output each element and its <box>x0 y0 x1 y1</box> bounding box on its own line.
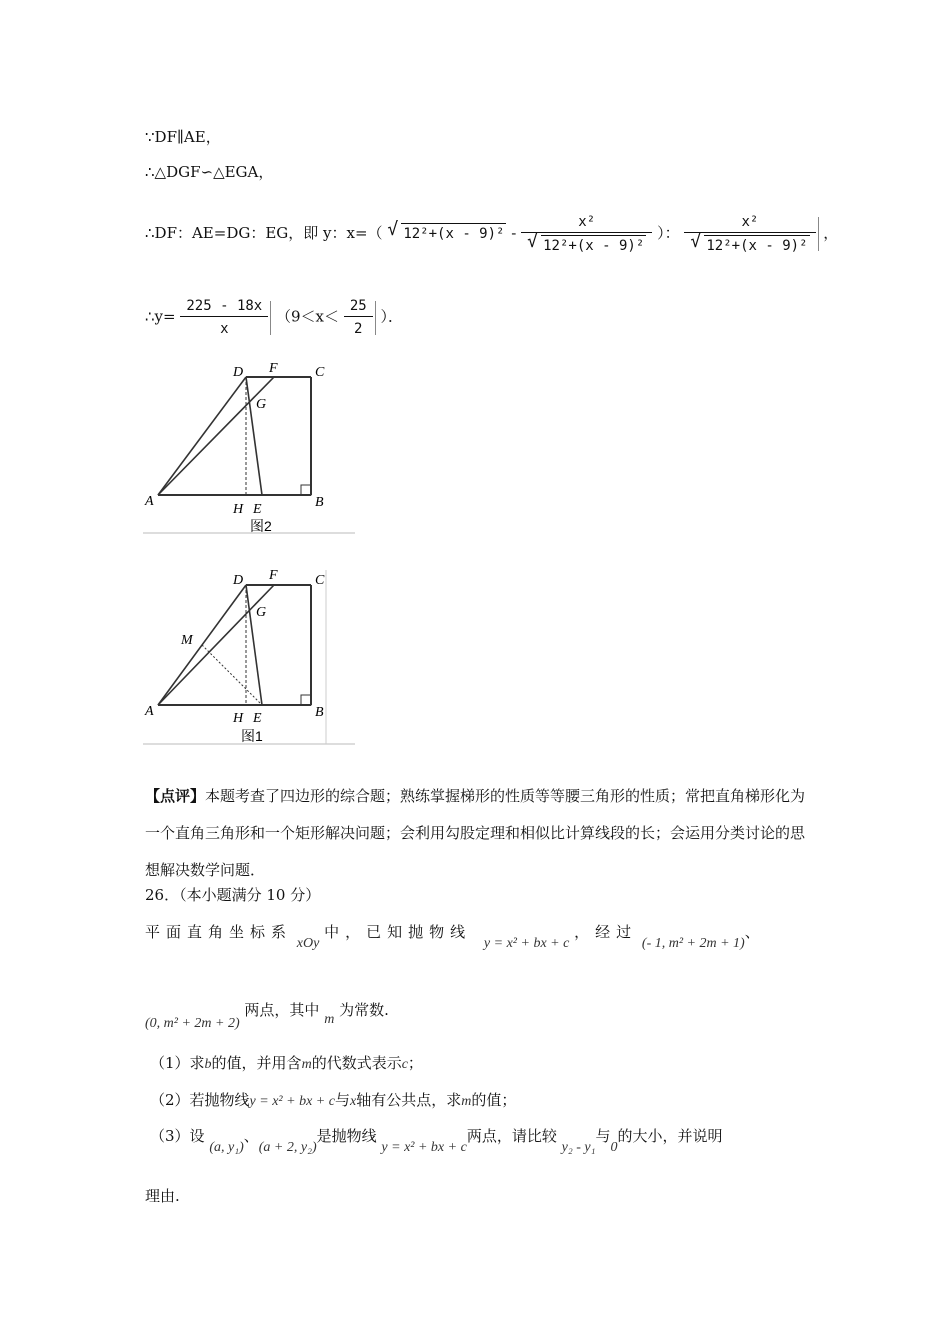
label-G: G <box>256 397 267 412</box>
proof-line-3-prefix: ∴DF：AE=DG：EG，即 y：x=（ <box>145 224 383 242</box>
label-A: A <box>145 704 154 719</box>
comment-tag: 【点评】 <box>145 787 206 805</box>
fraction-1: x² √ 12²+(x - 9)² <box>521 212 652 256</box>
label-C: C <box>315 365 325 380</box>
minus-sign: - <box>511 224 517 242</box>
proof-line-3: ∴DF：AE=DG：EG，即 y：x=（ √ 12²+(x - 9)² - x² √ 12²+(x - 9)² ）： x² √ 12²+(x - 9)² ， <box>145 212 838 256</box>
proof-line-1: ∵DF∥AE， <box>145 128 221 146</box>
label-C: C <box>315 573 325 588</box>
fraction-2: x² √ 12²+(x - 9)² <box>684 212 815 256</box>
figure-1-diagram <box>143 565 358 747</box>
q26-sub-3: （3）设 (a, y₁)、(a + 2, y₂)是抛物线 y = x² + bx + c两点，请比较 y₂ - y₁与0的大小，并说明 <box>150 1127 723 1155</box>
fraction-range: $\frac{25}{2}$ <box>344 296 373 339</box>
proof-line-4: ∴y= $\frac{225 - 18x}{x}$ （9＜x＜ $\frac{25}{2}$ ）． <box>145 298 403 337</box>
label-D: D <box>233 573 244 588</box>
comment-paragraph <box>145 778 810 889</box>
q26-sub-2: （2）若抛物线y = x² + bx + c与x轴有公共点，求m的值； <box>150 1091 517 1109</box>
label-A: A <box>145 494 154 509</box>
label-B: B <box>315 705 324 720</box>
q26-heading: 26．（本小题满分 10 分） <box>145 886 321 904</box>
figure-1 <box>143 565 358 751</box>
proof-line-2: ∴△DGF∽△EGA， <box>145 163 274 181</box>
fraction-y: $\frac{225 - 18x}{x}$ <box>180 296 268 339</box>
label-F: F <box>269 568 278 583</box>
comment-text: 本题考查了四边形的综合题；熟练掌握梯形的性质等等腰三角形的性质；常把直角梯形化为一个直角三角形和一个矩形解决问题；会利用勾股定理和相似比计算线段的长；会运用分类讨论的思想解决数学问题． <box>145 787 806 879</box>
label-G: G <box>256 605 267 620</box>
figure-2-diagram <box>143 360 358 538</box>
q26-sub-3-end: 理由. <box>145 1187 180 1205</box>
label-B: B <box>315 495 324 510</box>
q26-line-2: (0, m² + 2m + 2) 两点，其中 m 为常数. <box>145 1001 389 1031</box>
label-E: E <box>253 502 262 517</box>
label-E: E <box>253 711 262 726</box>
label-M: M <box>181 633 193 648</box>
figure-2 <box>143 360 358 542</box>
label-H: H <box>233 502 244 517</box>
label-H: H <box>233 711 244 726</box>
ratio-sign: ）： <box>657 224 680 242</box>
label-F: F <box>269 361 278 376</box>
figure-2-caption: 图2 <box>250 518 272 534</box>
q26-sub-1: （1）求b的值，并用含m的代数式表示c； <box>150 1054 423 1072</box>
sqrt-expression: √ 12²+(x - 9)² <box>387 223 506 244</box>
label-D: D <box>233 365 244 380</box>
q26-line-1: 平面直角坐标系 xOy 中，已知抛物线 y = x² + bx + c ，经过 (- 1, m² + 2m + 1)、 <box>145 923 760 951</box>
figure-1-caption: 图1 <box>241 728 263 744</box>
